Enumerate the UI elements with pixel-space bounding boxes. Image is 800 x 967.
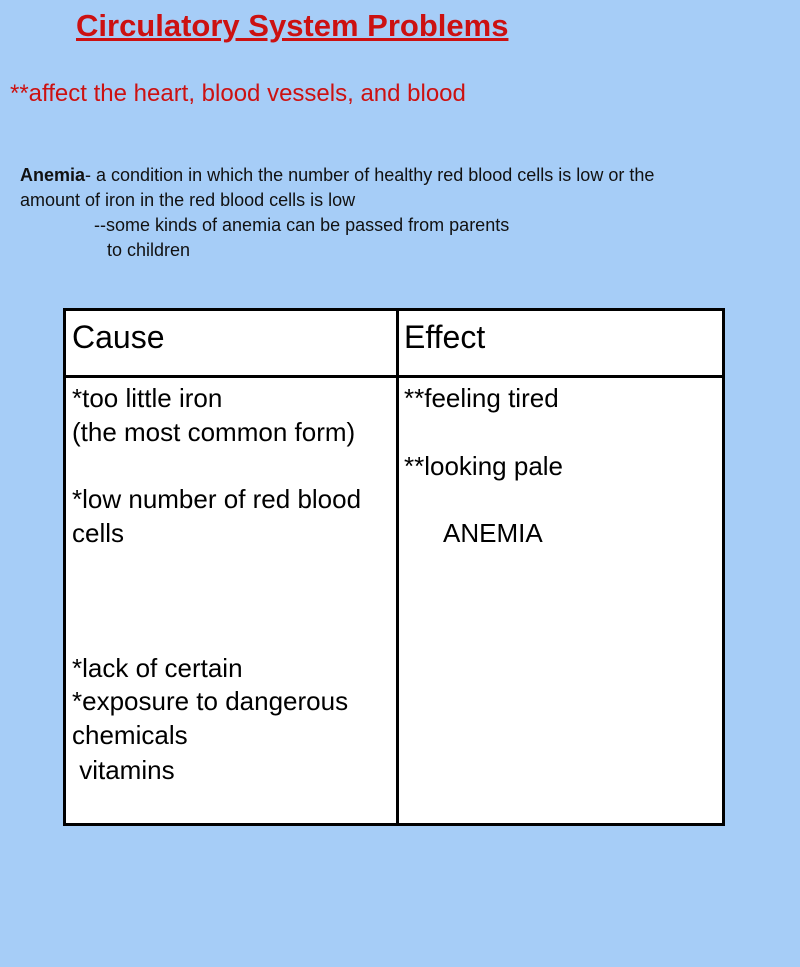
cause-line: cells: [72, 518, 125, 548]
definition-term: Anemia: [20, 165, 86, 185]
page-subtitle: **affect the heart, blood vessels, and blood: [10, 80, 466, 107]
definition-line-4: to children: [107, 240, 191, 260]
header-divider: [66, 375, 722, 378]
effect-item: **looking pale: [404, 451, 564, 481]
column-divider: [396, 311, 399, 823]
cause-line: *lack of certain: [72, 653, 243, 683]
cause-line: vitamins: [72, 755, 175, 785]
cause-line: *too little iron: [72, 383, 223, 413]
cause-line: (the most common form): [72, 417, 356, 447]
cause-line: chemicals: [72, 720, 188, 750]
effect-item: **feeling tired: [404, 383, 559, 413]
definition-line-3: --some kinds of anemia can be passed from parents: [94, 215, 510, 235]
cause-line: *exposure to dangerous: [72, 686, 349, 716]
cause-line: *low number of red blood: [72, 484, 362, 514]
header-effect: Effect: [404, 319, 486, 355]
effect-item: ANEMIA: [443, 518, 543, 548]
cause-item: [72, 381, 355, 449]
cause-item: [72, 684, 348, 752]
page-title: Circulatory System Problems: [76, 8, 509, 43]
anemia-definition: [20, 163, 790, 263]
cause-item: [72, 482, 361, 550]
definition-line-2: amount of iron in the red blood cells is low: [20, 190, 356, 210]
cause-effect-table: [63, 308, 725, 826]
definition-text-1: - a condition in which the number of healthy red blood cells is low or the: [85, 165, 655, 185]
header-cause: Cause: [72, 319, 165, 355]
definition-line-1: [20, 163, 790, 188]
